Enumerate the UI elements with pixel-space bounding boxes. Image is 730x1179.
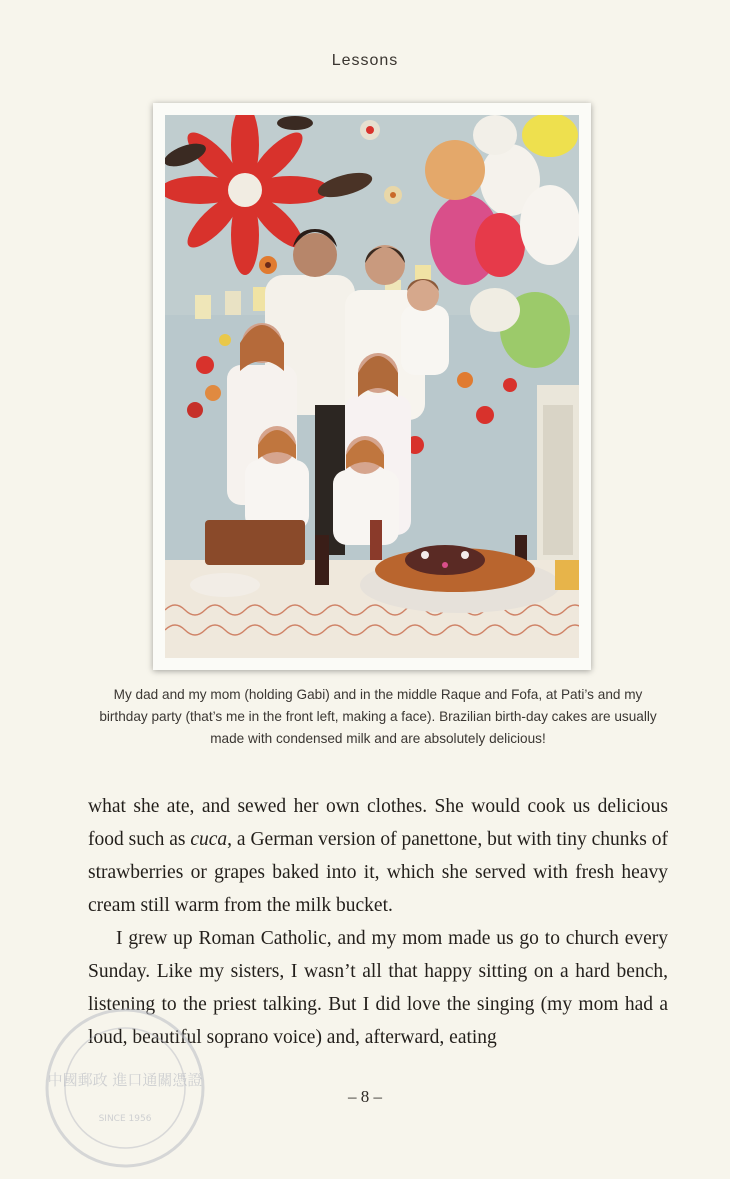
customs-stamp-watermark [40,1003,210,1173]
stamp-text: 中國郵政 進口通關憑證 [47,1071,203,1089]
running-head: Lessons [331,52,399,69]
photo-caption: My dad and my mom (holding Gabi) and in the middle Raque and Fofa, at Pati’s and my birthday party (that’s me in the front left, making a face). Brazilian birth-day cakes are usually made with condensed milk and are absolutely delicious! [99,687,657,746]
paragraph: I grew up Roman Catholic, and my mom made us go to church every Sunday. Like my sisters, I wasn’t all that happy sitting on a hard bench, listening to the priest talking. But I did love the singing (my mom had a loud, beautiful soprano voice) and, afterward, eating [88,928,668,1048]
paragraph-text: , a German version of panettone, but with tiny chunks of strawberries or grapes baked into it, which she served with fresh heavy cream still warm from the milk bucket. [88,829,668,916]
photo-illustration [165,115,579,658]
stamp-since: SINCE 1956 [98,1114,152,1124]
italic-term: cuca [190,829,228,850]
paragraph [88,790,668,922]
paragraph-text: what she ate, and sewed her own clothes. She would cook us delicious food such as [88,796,668,850]
birthday-photo [153,103,591,670]
page-number: – 8 – [348,1087,382,1106]
